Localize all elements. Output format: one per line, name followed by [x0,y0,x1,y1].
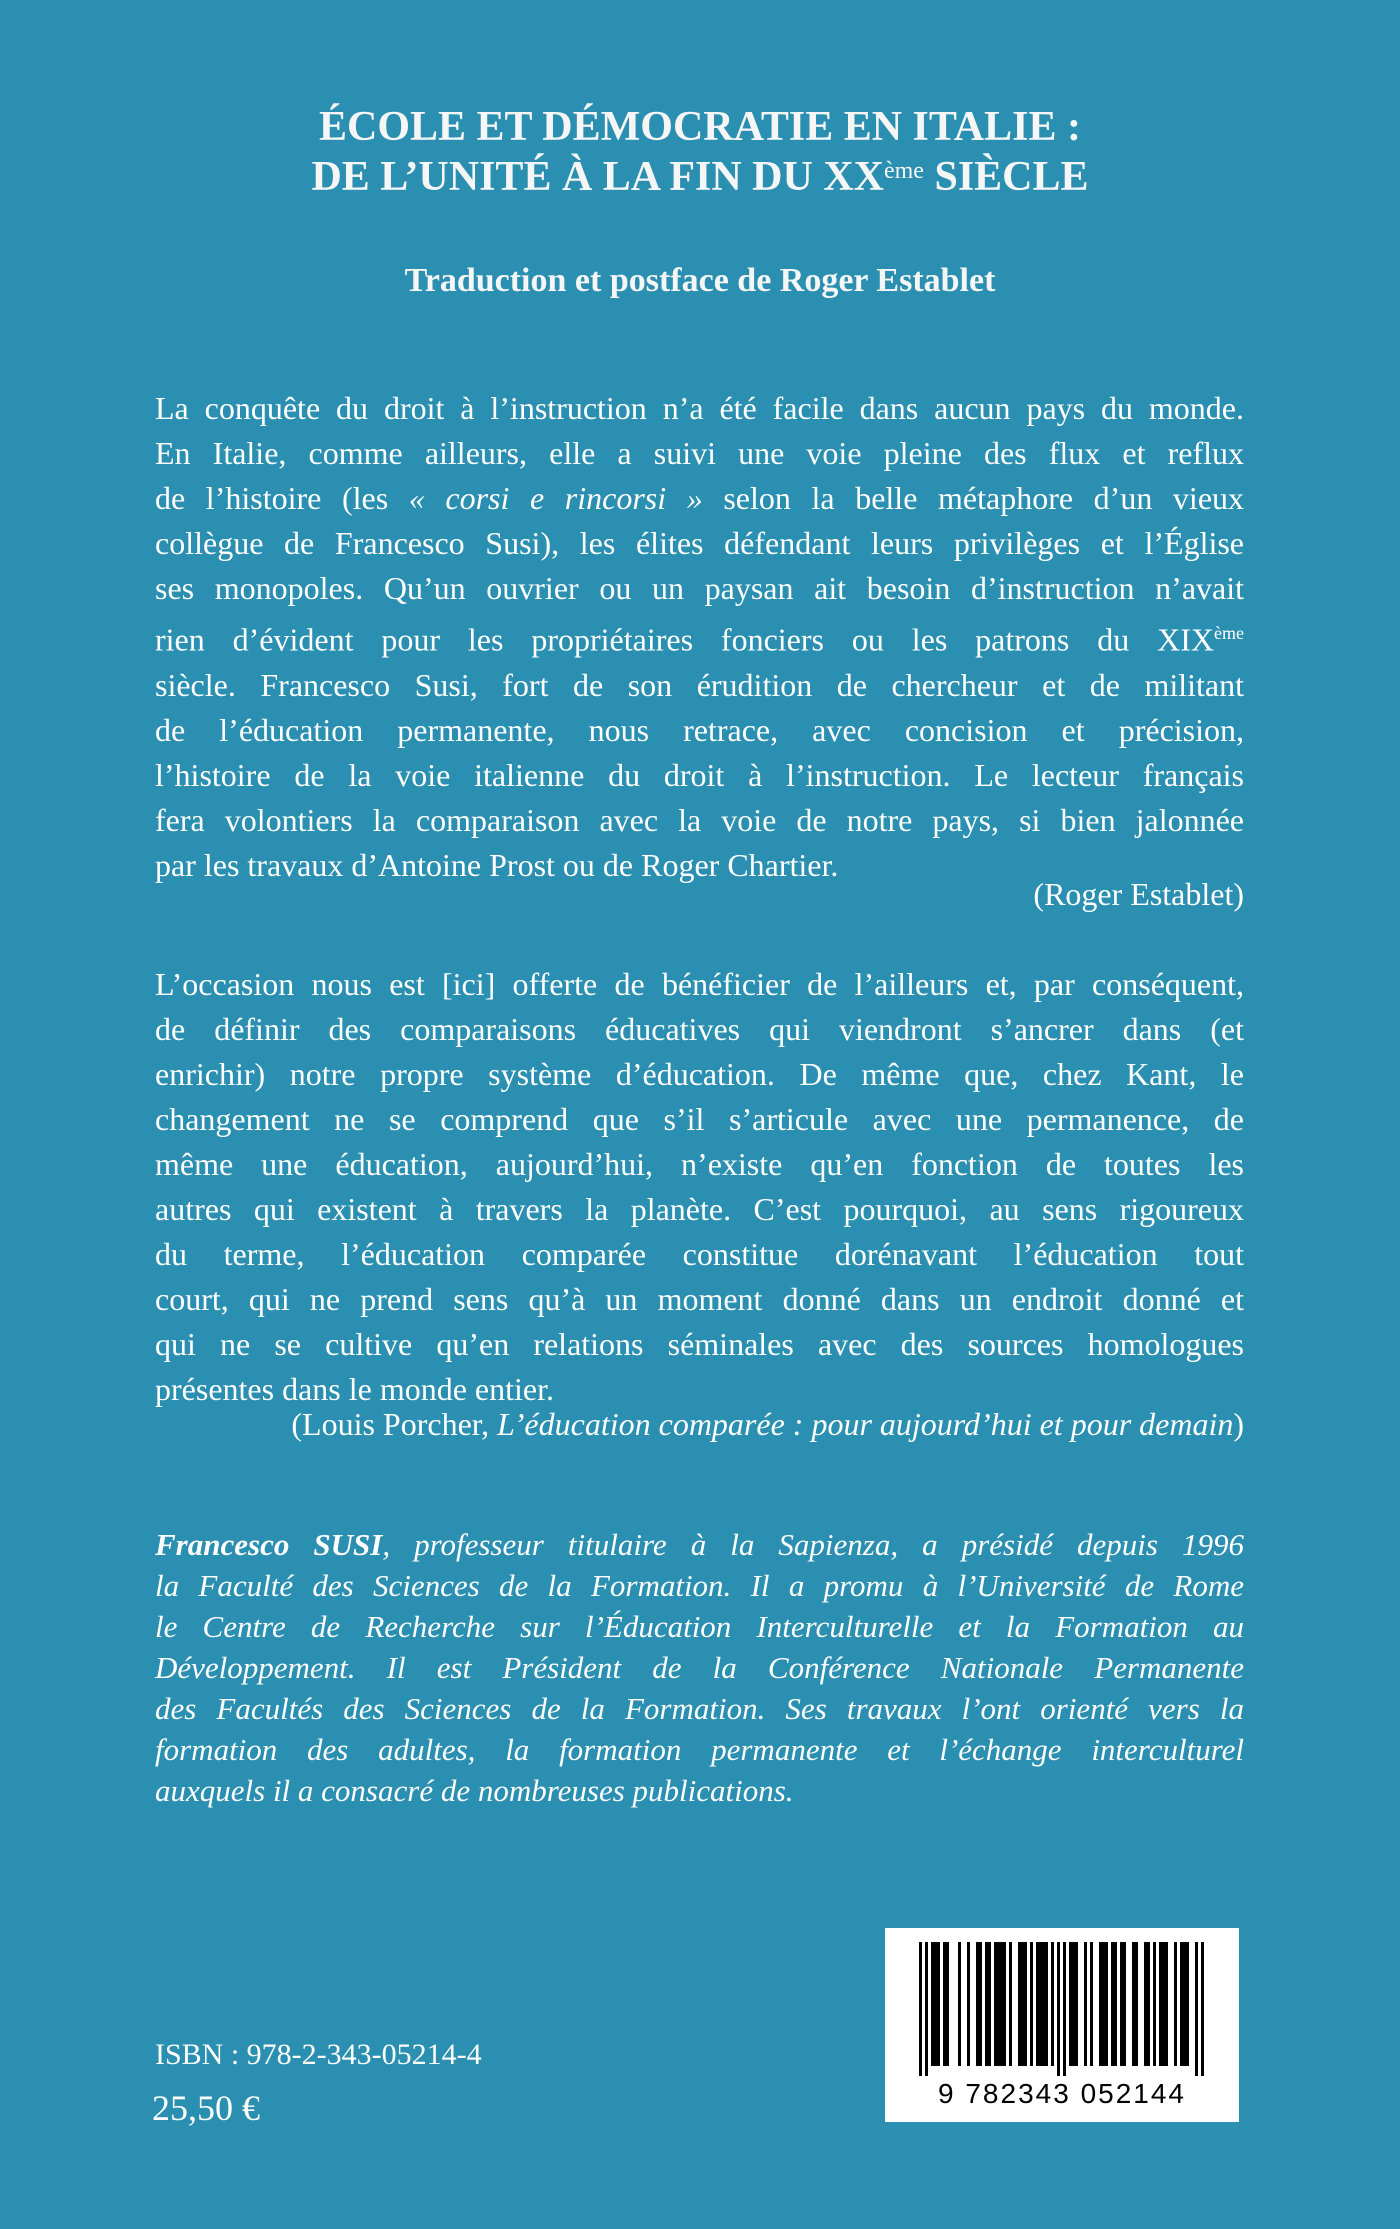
barcode-bar [1162,1942,1165,2066]
cited-book-title: L’éducation comparée : pour aujourd’hui et pour demain [497,1406,1234,1442]
barcode-bar [1111,1942,1114,2066]
price: 25,50 € [152,2088,260,2128]
barcode-bar [1186,1942,1189,2066]
barcode-bar [1159,1942,1162,2066]
barcode-bar [937,1942,940,2066]
title-line-2-end: SIÈCLE [923,154,1089,200]
barcode-bar [985,1942,988,2066]
text-line: le Centre de Recherche sur l’Éducation Interculturelle et la Formation au [155,1609,1244,1644]
barcode-bar [979,1942,982,2066]
title-superscript: ème [883,158,924,184]
text-line [155,1524,1244,1565]
barcode-bar [1147,1942,1150,2066]
barcode-bar [1174,1942,1177,2066]
text-line: de définir des comparaisons éducatives qui viendront s’ancrer dans (et [155,1011,1244,1047]
text-line: de l’éducation permanente, nous retrace, avec concision et précision, [155,711,1244,748]
barcode-bar [1045,1942,1048,2066]
isbn: ISBN : 978-2-343-05214-4 [155,2038,482,2071]
barcode-bar [931,1942,934,2066]
book-title [0,102,1400,202]
text-segment: rien d’évident pour les propriétaires fonciers ou les patrons du XIX [155,621,1215,658]
barcode-bar [994,1942,997,2066]
quote-attribution [291,1402,1244,1447]
barcode-bar [1069,1942,1072,2066]
barcode-bar [1114,1942,1117,2066]
barcode-bar [1009,1942,1012,2066]
barcode-bar [1075,1942,1078,2066]
summary-attribution: (Roger Establet) [1033,876,1244,912]
text-line: présentes dans le monde entier. [155,1371,554,1407]
barcode-bar [1072,1942,1075,2066]
text-line: des Facultés des Sciences de la Formation. Ses travaux l’ont orienté vers la [155,1691,1244,1726]
barcode-bar [934,1942,937,2066]
barcode-bar [1120,1942,1123,2066]
barcode-bar [1042,1942,1045,2066]
text-line: court, qui ne prend sens qu’à un moment donné dans un endroit donné et [155,1281,1244,1317]
text-line: formation des adultes, la formation permanente et l’échange interculturel [155,1732,1244,1767]
text-line: l’histoire de la voie italienne du droit à l’instruction. Le lecteur français [155,756,1244,793]
text-segment: selon la belle métaphore d’un vieux [702,480,1245,516]
text-line: qui ne se cultive qu’en relations séminales avec des sources homologues [155,1326,1244,1362]
text-segment: , professeur titulaire à la Sapienza, a présidé depuis 1996 [382,1527,1244,1562]
text-line [155,611,1244,663]
barcode-bar [1051,1942,1054,2066]
barcode-bar [1195,1942,1198,2076]
barcode-bar [1084,1942,1087,2066]
text-segment: (Louis Porcher, [291,1406,498,1442]
text-line: du terme, l’éducation comparée constitue dorénavant l’éducation tout [155,1236,1244,1272]
text-line: la Faculté des Sciences de la Formation. Il a promu à l’Université de Rome [155,1568,1244,1603]
subtitle: Traduction et postface de Roger Establet [404,262,996,299]
barcode-bar [943,1942,946,2066]
text-line: enrichir) notre propre système d’éducation. De même que, chez Kant, le [155,1056,1244,1092]
text-line: En Italie, comme ailleurs, elle a suivi une voie pleine des flux et reflux [155,435,1244,471]
author-name: Francesco SUSI [155,1527,383,1562]
barcode-bar [919,1942,922,2076]
barcode-bar [988,1942,991,2066]
barcode-bar [1180,1942,1183,2066]
text-line: La conquête du droit à l’instruction n’a été facile dans aucun pays du monde. [155,390,1244,426]
author-biography [155,1524,1244,1811]
barcode-bar [1099,1942,1102,2066]
barcode-bar [1135,1942,1138,2066]
text-line: même une éducation, aujourd’hui, n’existe qu’en fonction de toutes les [155,1146,1244,1182]
quote-paragraph [155,962,1244,1412]
text-line: Développement. Il est Président de la Conférence Nationale Permanente [155,1650,1244,1685]
text-line [155,476,1244,521]
text-line: L’occasion nous est [ici] offerte de bénéficier de l’ailleurs et, par conséquent, [155,966,1244,1002]
barcode-bar [967,1942,970,2066]
barcode-digits: 9 782343 052144 [938,2078,1186,2109]
barcode-bar [1102,1942,1105,2066]
text-line: ses monopoles. Qu’un ouvrier ou un paysan ait besoin d’instruction n’avait [155,570,1244,606]
barcode-bar [1165,1942,1168,2066]
barcode-bars [885,1928,1239,2078]
barcode-bar [1132,1942,1135,2066]
barcode-bar [1183,1942,1186,2066]
title-line-1: ÉCOLE ET DÉMOCRATIE EN ITALIE : [319,104,1081,150]
barcode-bar [976,1942,979,2066]
barcode-bar [997,1942,1000,2066]
barcode-bar [1024,1942,1027,2066]
text-segment: de l’histoire (les [155,480,409,516]
barcode-bar [1105,1942,1108,2066]
barcode-bar [1123,1942,1126,2066]
barcode-bar [1000,1942,1003,2066]
summary-paragraph [155,386,1244,888]
italic-quote: « corsi e rincorsi » [408,480,703,516]
superscript: ème [1214,623,1244,643]
barcode-bar [958,1942,961,2066]
title-line-2 [0,152,1400,202]
text-line: auxquels il a consacré de nombreuses publications. [155,1773,794,1808]
barcode-bar [1057,1942,1060,2076]
barcode-bar [946,1942,949,2066]
barcode-bar [1090,1942,1093,2066]
barcode-bar [1021,1942,1024,2066]
barcode-bar [1063,1942,1066,2076]
barcode-bar [1036,1942,1039,2066]
barcode [885,1928,1239,2122]
text-line: changement ne se comprend que s’il s’articule avec une permanence, de [155,1101,1244,1137]
barcode-bar [1144,1942,1147,2066]
text-line: autres qui existent à travers la planète. C’est pourquoi, au sens rigoureux [155,1191,1244,1227]
title-line-2-text: DE L’UNITÉ À LA FIN DU XX [311,154,884,200]
text-line: par les travaux d’Antoine Prost ou de Roger Chartier. [155,846,839,883]
barcode-bar [1153,1942,1156,2066]
text-line: siècle. Francesco Susi, fort de son érudition de chercheur et de militant [155,666,1244,703]
barcode-bar [925,1942,928,2076]
text-segment: ) [1233,1406,1244,1442]
barcode-bar [1018,1942,1021,2066]
text-line: fera volontiers la comparaison avec la voie de notre pays, si bien jalonnée [155,801,1244,838]
text-line: collègue de Francesco Susi), les élites défendant leurs privilèges et l’Église [155,525,1244,561]
barcode-bar [1003,1942,1006,2066]
barcode-bar [1201,1942,1204,2076]
barcode-bar [1039,1942,1042,2066]
barcode-bar [1030,1942,1033,2066]
